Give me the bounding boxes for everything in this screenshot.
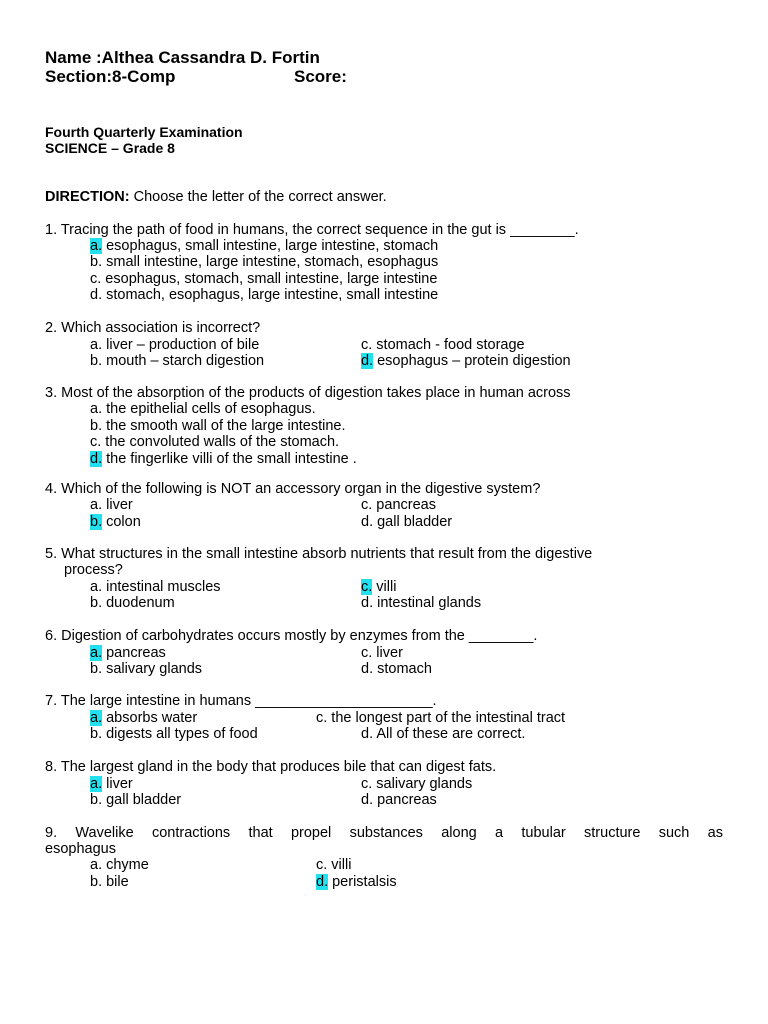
choice-text: bile <box>102 874 129 890</box>
choice-text: intestinal glands <box>373 595 482 611</box>
choice[interactable] <box>361 353 571 369</box>
choice[interactable] <box>90 661 202 677</box>
choice-text: liver <box>102 497 133 513</box>
choice-text: duodenum <box>102 595 175 611</box>
choice[interactable] <box>90 874 129 890</box>
choice-letter: c. <box>361 579 373 595</box>
choice-text: esophagus, small intestine, large intestine, stomach <box>102 238 439 254</box>
choice-letter: a. <box>90 645 103 661</box>
choice-letter: d. <box>361 595 374 611</box>
choice-text: pancreas <box>102 645 166 661</box>
choice-letter: b. <box>90 726 103 742</box>
choice[interactable] <box>90 792 181 808</box>
choice-text: stomach <box>373 661 432 677</box>
choice-text: liver – production of bile <box>102 337 260 353</box>
choice[interactable] <box>361 595 481 611</box>
choice[interactable] <box>90 451 357 467</box>
choice-text: mouth – starch digestion <box>102 353 265 369</box>
choice-text: All of these are correct. <box>373 726 526 742</box>
choice[interactable] <box>90 238 438 254</box>
choice-text: intestinal muscles <box>102 579 221 595</box>
choice-letter: b. <box>90 595 103 611</box>
choice-letter: a. <box>90 401 103 417</box>
choice-text: colon <box>102 514 141 530</box>
choice-letter: c. <box>316 710 328 726</box>
question-stem: 9. Wavelike contractions that propel substances along a tubular structure such as <box>45 825 723 841</box>
score-label: Score: <box>294 67 347 86</box>
choice[interactable] <box>361 514 452 530</box>
choice-text: stomach - food storage <box>372 337 525 353</box>
choice[interactable] <box>90 497 133 513</box>
choice-text: the smooth wall of the large intestine. <box>102 418 346 434</box>
choice-text: salivary glands <box>102 661 203 677</box>
question-stem: 2. Which association is incorrect? <box>45 320 261 336</box>
choice[interactable] <box>90 776 133 792</box>
choice-text: liver <box>372 645 403 661</box>
choice-letter: c. <box>361 497 373 513</box>
choice-text: esophagus – protein digestion <box>373 353 571 369</box>
student-section: Section:8-Comp <box>45 67 176 86</box>
choice-text: liver <box>102 776 133 792</box>
question-stem: 6. Digestion of carbohydrates occurs mostly by enzymes from the ________. <box>45 628 538 644</box>
choice-letter: b. <box>90 254 103 270</box>
choice-text: small intestine, large intestine, stomach, esophagus <box>102 254 439 270</box>
direction-label: DIRECTION: <box>45 189 130 205</box>
choice-letter: c. <box>316 857 328 873</box>
choice-letter: a. <box>90 579 103 595</box>
question-stem: 1. Tracing the path of food in humans, the correct sequence in the gut is ________. <box>45 222 579 238</box>
choice-text: gall bladder <box>373 514 453 530</box>
choice-text: villi <box>327 857 352 873</box>
choice-letter: c. <box>361 337 373 353</box>
choice[interactable] <box>90 434 339 450</box>
choice[interactable] <box>90 857 149 873</box>
choice[interactable] <box>90 271 437 287</box>
choice-letter: d. <box>361 353 374 369</box>
choice-letter: b. <box>90 418 103 434</box>
choice-text: the fingerlike villi of the small intestine . <box>102 451 357 467</box>
choice-text: chyme <box>102 857 149 873</box>
question-stem-continued: process? <box>64 562 123 578</box>
choice-letter: a. <box>90 497 103 513</box>
question-stem-continued: esophagus <box>45 841 116 857</box>
choice[interactable] <box>361 661 432 677</box>
choice-letter: a. <box>90 857 103 873</box>
choice[interactable] <box>90 726 258 742</box>
choice[interactable] <box>361 337 525 353</box>
choice-letter: a. <box>90 776 103 792</box>
exam-title: Fourth Quarterly Examination <box>45 124 243 140</box>
choice-letter: a. <box>90 710 103 726</box>
choice-letter: b. <box>90 514 103 530</box>
choice-letter: d. <box>361 792 374 808</box>
choice-text: salivary glands <box>372 776 473 792</box>
student-name: Name :Althea Cassandra D. Fortin <box>45 48 320 67</box>
choice[interactable] <box>90 287 438 303</box>
choice[interactable] <box>361 645 403 661</box>
choice-text: stomach, esophagus, large intestine, small intestine <box>102 287 439 303</box>
choice[interactable] <box>361 776 472 792</box>
choice-letter: d. <box>361 661 374 677</box>
choice[interactable] <box>90 579 221 595</box>
direction-text: Choose the letter of the correct answer. <box>129 189 387 205</box>
choice-letter: a. <box>90 238 103 254</box>
choice[interactable] <box>90 418 346 434</box>
choice-letter: b. <box>90 661 103 677</box>
choice[interactable] <box>361 726 525 742</box>
choice[interactable] <box>90 353 264 369</box>
choice[interactable] <box>90 710 197 726</box>
choice-text: gall bladder <box>102 792 182 808</box>
choice[interactable] <box>316 874 397 890</box>
choice-text: the longest part of the intestinal tract <box>327 710 566 726</box>
choice-letter: c. <box>361 645 373 661</box>
choice[interactable] <box>90 401 316 417</box>
choice-text: peristalsis <box>328 874 397 890</box>
choice[interactable] <box>90 645 166 661</box>
choice-text: pancreas <box>372 497 436 513</box>
question-stem: 7. The large intestine in humans ______________________. <box>45 693 437 709</box>
choice[interactable] <box>316 857 351 873</box>
choice-letter: b. <box>90 792 103 808</box>
choice[interactable] <box>361 792 437 808</box>
choice-letter: c. <box>361 776 373 792</box>
choice-text: esophagus, stomach, small intestine, large intestine <box>101 271 438 287</box>
exam-subject: SCIENCE – Grade 8 <box>45 140 175 156</box>
question-stem: 3. Most of the absorption of the products of digestion takes place in human across <box>45 385 571 401</box>
question-stem: 8. The largest gland in the body that produces bile that can digest fats. <box>45 759 497 775</box>
choice[interactable] <box>316 710 565 726</box>
choice-text: the epithelial cells of esophagus. <box>102 401 316 417</box>
choice-letter: d. <box>90 451 103 467</box>
choice[interactable] <box>361 497 436 513</box>
choice[interactable] <box>90 337 259 353</box>
choice-letter: b. <box>90 353 103 369</box>
choice-letter: d. <box>361 514 374 530</box>
choice[interactable] <box>90 595 175 611</box>
direction <box>45 189 387 205</box>
choice-letter: d. <box>361 726 374 742</box>
choice[interactable] <box>90 254 438 270</box>
choice-text: absorbs water <box>102 710 198 726</box>
choice-letter: a. <box>90 337 103 353</box>
question-stem: 5. What structures in the small intestine absorb nutrients that result from the digestive <box>45 546 593 562</box>
choice-text: villi <box>372 579 397 595</box>
choice[interactable] <box>90 514 141 530</box>
choice-letter: c. <box>90 434 102 450</box>
choice-letter: d. <box>90 287 103 303</box>
choice[interactable] <box>361 579 396 595</box>
choice-letter: d. <box>316 874 329 890</box>
choice-text: digests all types of food <box>102 726 258 742</box>
choice-text: pancreas <box>373 792 437 808</box>
question-stem: 4. Which of the following is NOT an accessory organ in the digestive system? <box>45 481 541 497</box>
choice-letter: c. <box>90 271 102 287</box>
choice-text: the convoluted walls of the stomach. <box>101 434 340 450</box>
choice-letter: b. <box>90 874 103 890</box>
